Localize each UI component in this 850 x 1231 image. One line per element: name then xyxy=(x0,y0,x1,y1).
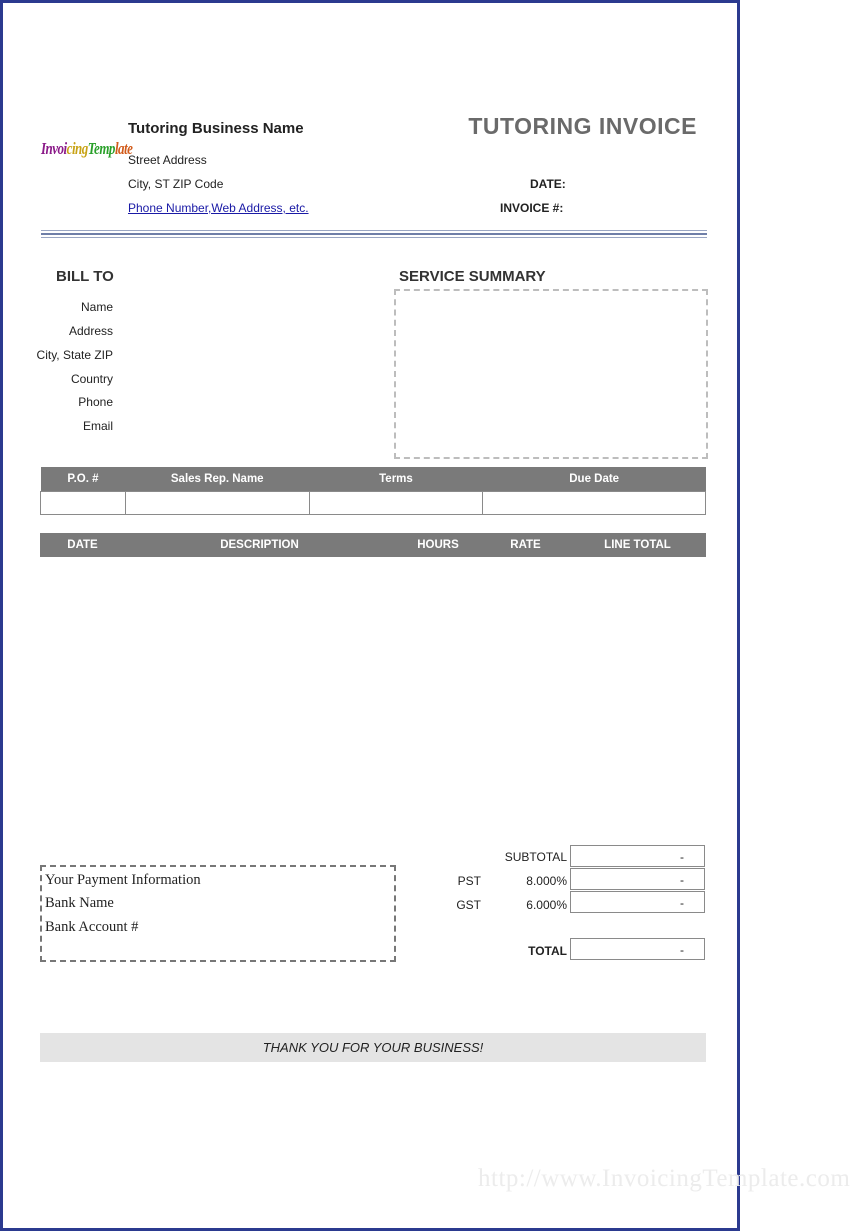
subtotal-label: SUBTOTAL xyxy=(504,850,567,864)
gst-value: - xyxy=(570,891,705,913)
bank-account-label: Bank Account # xyxy=(45,919,139,935)
bill-to-country-label: Country xyxy=(70,372,113,386)
description-header: DESCRIPTION xyxy=(125,533,394,557)
payment-info-label: Your Payment Information xyxy=(45,872,201,888)
terms-header: Terms xyxy=(309,467,483,492)
bill-to-email-label: Email xyxy=(82,419,113,433)
business-name: Tutoring Business Name xyxy=(128,120,304,137)
bank-name-label: Bank Name xyxy=(45,895,114,911)
service-summary-box[interactable] xyxy=(394,289,708,459)
due-date-header: Due Date xyxy=(483,467,706,492)
bill-to-name-label: Name xyxy=(80,300,113,314)
invoice-title: TUTORING INVOICE xyxy=(468,113,697,139)
date-cell[interactable] xyxy=(40,579,125,581)
rate-cell[interactable] xyxy=(482,579,569,581)
thank-you-banner: THANK YOU FOR YOUR BUSINESS! xyxy=(40,1033,706,1062)
description-cell[interactable] xyxy=(125,579,394,581)
bill-to-phone-label: Phone xyxy=(78,395,113,409)
subtotal-value: - xyxy=(570,845,705,867)
city-state-zip: City, ST ZIP Code xyxy=(128,177,224,191)
gst-rate[interactable]: 6.000% xyxy=(526,898,567,912)
line-item-row xyxy=(40,579,706,581)
line-total-header: LINE TOTAL xyxy=(569,533,706,557)
date-label: DATE: xyxy=(530,177,566,191)
line-total-cell[interactable] xyxy=(569,579,706,581)
street-address: Street Address xyxy=(128,153,207,167)
bill-to-address-label: Address xyxy=(68,324,113,338)
header-rule xyxy=(41,230,707,231)
po-number-header: P.O. # xyxy=(41,467,126,492)
po-number-cell[interactable] xyxy=(41,492,126,515)
pst-rate[interactable]: 8.000% xyxy=(526,874,567,888)
header-rule xyxy=(41,233,707,235)
service-summary-heading: SERVICE SUMMARY xyxy=(399,268,546,285)
hours-cell[interactable] xyxy=(394,579,482,581)
bill-to-city-label: City, State ZIP xyxy=(36,348,113,362)
sales-rep-header: Sales Rep. Name xyxy=(125,467,309,492)
header-rule xyxy=(41,237,707,238)
pst-label: PST xyxy=(457,874,481,888)
line-items-table xyxy=(40,533,706,581)
contact-link[interactable]: Phone Number,Web Address, etc. xyxy=(128,201,309,215)
total-value: - xyxy=(570,938,705,960)
payment-info-box xyxy=(40,865,396,962)
company-logo: InvoicingTemplate xyxy=(41,138,133,159)
po-table xyxy=(40,467,706,515)
total-label: TOTAL xyxy=(528,944,567,958)
bill-to-heading: BILL TO xyxy=(56,268,114,285)
date-header: DATE xyxy=(40,533,125,557)
rate-header: RATE xyxy=(482,533,569,557)
terms-cell[interactable] xyxy=(309,492,483,515)
pst-value: - xyxy=(570,868,705,890)
hours-header: HOURS xyxy=(394,533,482,557)
invoice-number-label: INVOICE #: xyxy=(500,201,564,215)
watermark-url: http://www.InvoicingTemplate.com xyxy=(478,1165,850,1192)
gst-label: GST xyxy=(456,898,481,912)
sales-rep-cell[interactable] xyxy=(125,492,309,515)
due-date-cell[interactable] xyxy=(483,492,706,515)
